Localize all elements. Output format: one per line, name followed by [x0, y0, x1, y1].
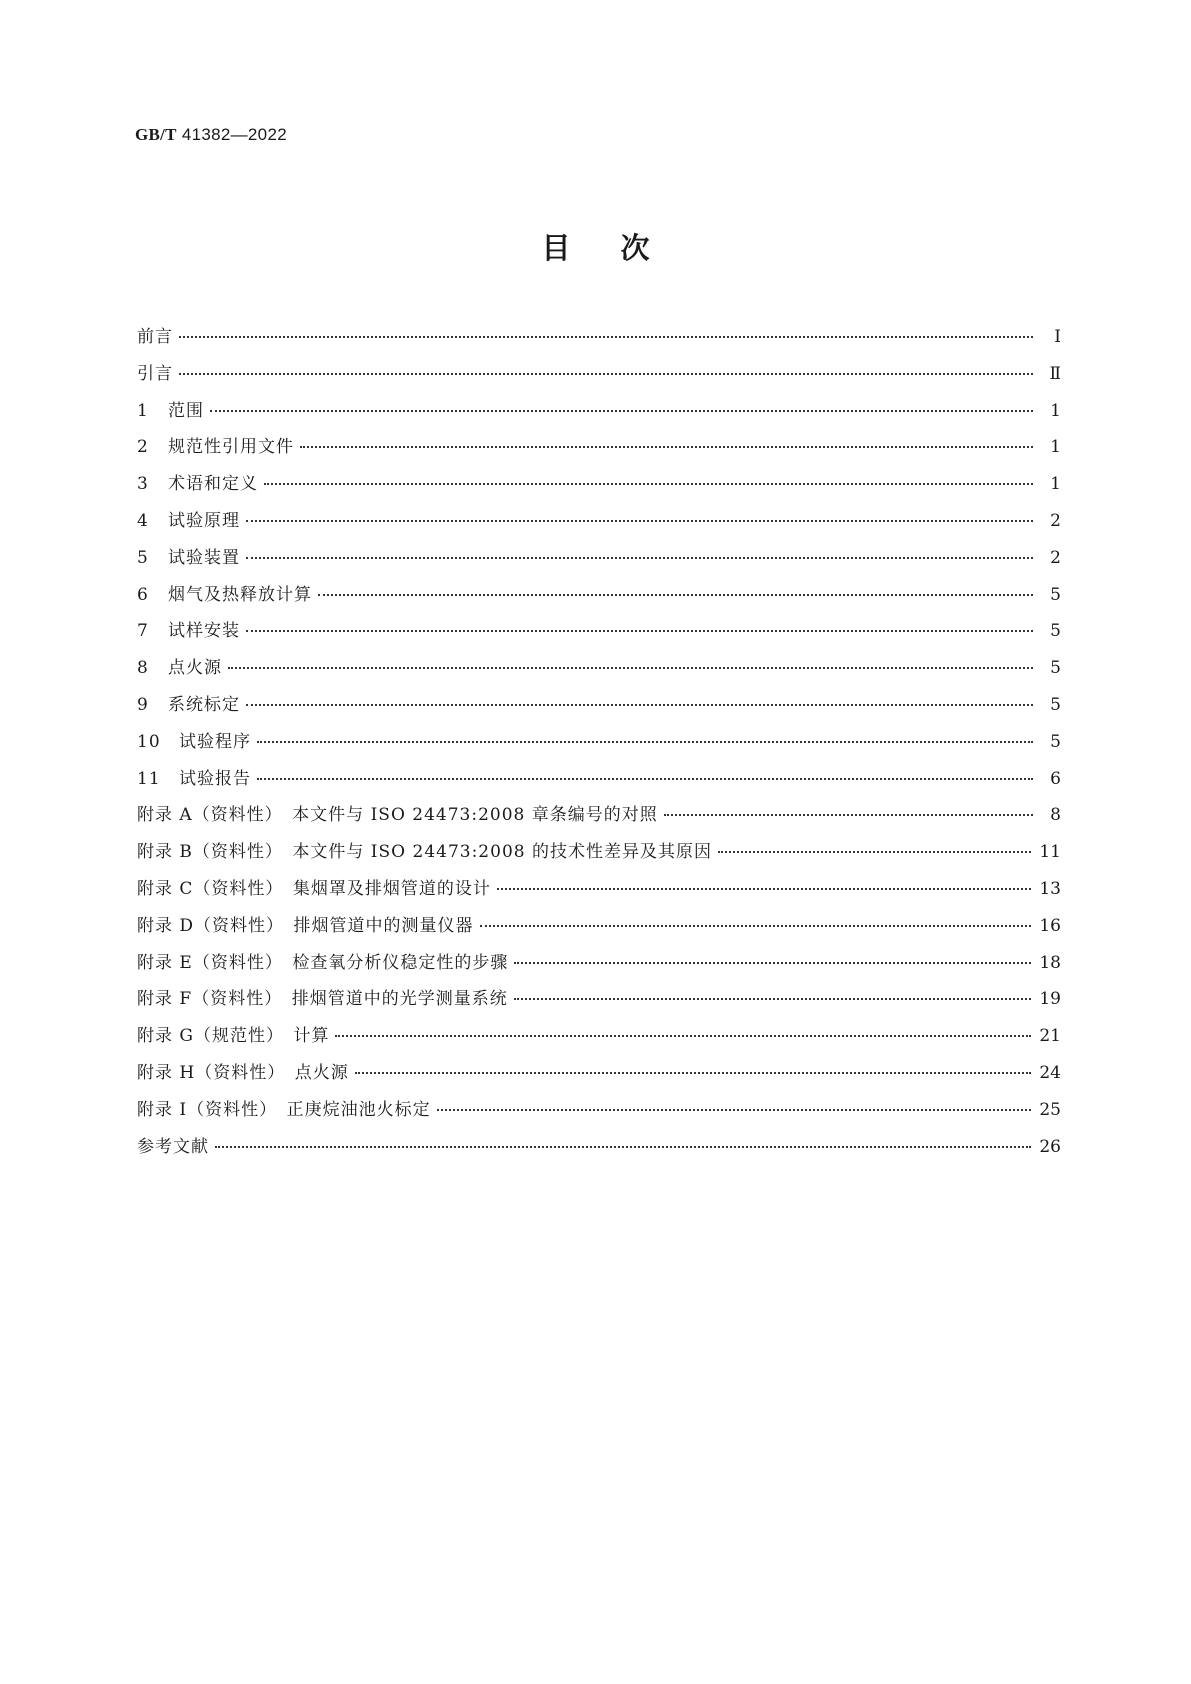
- toc-entry[interactable]: [137, 1021, 1061, 1058]
- toc-entry-title: 前言: [137, 327, 173, 347]
- toc-entry-label: [137, 469, 264, 494]
- toc-entry-label: [137, 322, 179, 347]
- toc-entry-title: 试验装置: [168, 547, 240, 568]
- toc-dot-leader: [228, 656, 1033, 673]
- toc-entry-number: 9: [137, 694, 149, 715]
- toc-entry-number: 4: [137, 510, 149, 531]
- toc-entry[interactable]: [137, 1058, 1061, 1095]
- toc-entry[interactable]: [137, 911, 1061, 948]
- document-code-prefix: GB/T: [135, 125, 177, 144]
- toc-entry-number: 1: [137, 400, 149, 421]
- toc-entry-number: 10: [137, 731, 161, 752]
- toc-entry-title: 范围: [168, 400, 204, 421]
- toc-entry-title: 附录 B（资料性） 本文件与 ISO 24473:2008 的技术性差异及其原因: [137, 842, 712, 863]
- toc-entry-label: [137, 432, 300, 457]
- toc-entry[interactable]: [137, 432, 1061, 469]
- toc-entry-label: [137, 948, 514, 973]
- toc-entry-page: 2: [1050, 510, 1061, 531]
- toc-entry-title: 附录 E（资料性） 检查氧分析仪稳定性的步骤: [137, 952, 509, 973]
- toc-dot-leader: [480, 914, 1032, 931]
- toc-entry[interactable]: [137, 984, 1061, 1021]
- toc-entry-label: [137, 727, 257, 752]
- toc-entry-page: 5: [1050, 731, 1061, 752]
- toc-entry-label: [137, 1095, 437, 1120]
- toc-dot-leader: [246, 546, 1033, 563]
- toc-dot-leader: [246, 509, 1033, 526]
- toc-entry-title: 术语和定义: [168, 474, 258, 495]
- toc-dot-leader: [318, 583, 1033, 600]
- toc-entry[interactable]: [137, 396, 1061, 433]
- toc-entry[interactable]: [137, 506, 1061, 543]
- toc-entry-number: 6: [137, 584, 149, 605]
- toc-entry-page: 26: [1039, 1136, 1061, 1157]
- toc-entry-title: 烟气及热释放计算: [168, 584, 312, 605]
- toc-entry-label: [137, 359, 179, 384]
- toc-entry[interactable]: [137, 1095, 1061, 1132]
- toc-dot-leader: [264, 472, 1033, 489]
- toc-entry[interactable]: [137, 727, 1061, 764]
- toc-dot-leader: [246, 693, 1033, 710]
- toc-entry-title: 系统标定: [168, 694, 240, 715]
- toc-entry-title: 试验报告: [179, 768, 251, 789]
- toc-entry[interactable]: [137, 764, 1061, 801]
- toc-entry[interactable]: [137, 469, 1061, 506]
- toc-entry-label: [137, 1058, 355, 1083]
- toc-entry-page: 16: [1039, 915, 1061, 936]
- toc-entry[interactable]: [137, 322, 1061, 359]
- toc-entry-label: [137, 690, 246, 715]
- toc-entry[interactable]: [137, 800, 1061, 837]
- document-code: [135, 125, 287, 145]
- toc-dot-leader: [179, 362, 1033, 379]
- toc-entry-title: 附录 C（资料性） 集烟罩及排烟管道的设计: [137, 878, 491, 899]
- toc-entry-page: 5: [1050, 621, 1061, 642]
- toc-entry-number: 7: [137, 621, 149, 642]
- toc-entry-title: 试验程序: [179, 731, 251, 752]
- toc-entry-number: 11: [137, 768, 161, 789]
- toc-entry-label: [137, 653, 228, 678]
- toc-entry-page: 1: [1050, 437, 1061, 458]
- document-code-number: 41382—2022: [181, 125, 287, 144]
- toc-entry-page: 13: [1039, 878, 1061, 899]
- toc-entry[interactable]: [137, 616, 1061, 653]
- toc-entry-page: 5: [1050, 694, 1061, 715]
- toc-entry-title: 点火源: [168, 658, 222, 679]
- toc-entry[interactable]: [137, 948, 1061, 985]
- toc-entry-page: 8: [1050, 805, 1061, 826]
- toc-entry[interactable]: [137, 837, 1061, 874]
- toc-entry-label: [137, 396, 210, 421]
- toc-entry-page: 19: [1039, 989, 1061, 1010]
- toc-entry-title: 试样安装: [168, 621, 240, 642]
- toc-dot-leader: [246, 619, 1033, 636]
- toc-entry-title: 引言: [137, 363, 173, 384]
- toc-entry-page: 24: [1039, 1062, 1061, 1083]
- toc-entry-title: 试验原理: [168, 510, 240, 531]
- toc-entry-page: 5: [1050, 658, 1061, 679]
- toc-entry-title: 附录 D（资料性） 排烟管道中的测量仪器: [137, 915, 474, 936]
- toc-entry-title: 附录 H（资料性） 点火源: [137, 1062, 349, 1083]
- toc-dot-leader: [179, 325, 1033, 342]
- toc-title: 目次: [541, 231, 700, 265]
- toc-dot-leader: [210, 399, 1033, 416]
- toc-entry-label: [137, 764, 257, 789]
- toc-dot-leader: [335, 1024, 1031, 1041]
- toc-entry-label: [137, 506, 246, 531]
- toc-entry[interactable]: [137, 543, 1061, 580]
- toc-dot-leader: [257, 730, 1033, 747]
- toc-entry-label: [137, 1132, 215, 1157]
- toc-entry-label: [137, 837, 718, 862]
- toc-entry-title: 规范性引用文件: [168, 437, 294, 458]
- toc-entry-page: 6: [1050, 768, 1061, 789]
- toc-entry-title: 附录 I（资料性） 正庚烷油池火标定: [137, 1099, 431, 1120]
- toc-dot-leader: [355, 1061, 1032, 1078]
- toc-entry-number: 8: [137, 658, 149, 679]
- toc-entry-page: 1: [1050, 400, 1061, 421]
- toc-entry-page: 5: [1050, 584, 1061, 605]
- toc-dot-leader: [514, 987, 1032, 1004]
- toc-entry-page: 2: [1050, 547, 1061, 568]
- toc-entry-page: 21: [1039, 1026, 1061, 1047]
- toc-dot-leader: [664, 803, 1033, 820]
- toc-dot-leader: [300, 435, 1033, 452]
- toc-dot-leader: [718, 840, 1031, 857]
- toc-entry-page: 11: [1039, 842, 1061, 863]
- toc-entry-label: [137, 984, 514, 1009]
- toc-entry-number: 5: [137, 547, 149, 568]
- toc-dot-leader: [215, 1135, 1031, 1152]
- toc-entry[interactable]: [137, 359, 1061, 396]
- toc-entry-label: [137, 616, 246, 641]
- toc-entry-title: 附录 F（资料性） 排烟管道中的光学测量系统: [137, 989, 508, 1010]
- table-of-contents: [137, 322, 1061, 1168]
- toc-dot-leader: [437, 1098, 1032, 1115]
- toc-entry[interactable]: [137, 653, 1061, 690]
- toc-entry[interactable]: [137, 874, 1061, 911]
- toc-entry-number: 2: [137, 437, 149, 458]
- toc-entry-label: [137, 911, 480, 936]
- toc-dot-leader: [514, 951, 1031, 968]
- toc-dot-leader: [497, 877, 1031, 894]
- toc-entry-title: 参考文献: [137, 1136, 209, 1157]
- toc-entry-page: 1: [1050, 474, 1061, 495]
- toc-entry[interactable]: [137, 1132, 1061, 1169]
- toc-entry-number: 3: [137, 474, 149, 495]
- toc-entry[interactable]: [137, 580, 1061, 617]
- toc-entry-label: [137, 543, 246, 568]
- toc-entry-page: Ⅰ: [1054, 327, 1061, 347]
- toc-entry-title: 附录 A（资料性） 本文件与 ISO 24473:2008 章条编号的对照: [137, 805, 658, 826]
- toc-dot-leader: [257, 767, 1033, 784]
- toc-entry[interactable]: [137, 690, 1061, 727]
- toc-entry-label: [137, 800, 664, 825]
- toc-entry-label: [137, 1021, 335, 1046]
- toc-entry-title: 附录 G（规范性） 计算: [137, 1026, 330, 1047]
- toc-entry-label: [137, 580, 318, 605]
- toc-entry-page: Ⅱ: [1049, 363, 1061, 384]
- toc-entry-page: 18: [1039, 952, 1061, 973]
- toc-entry-page: 25: [1039, 1099, 1061, 1120]
- toc-entry-label: [137, 874, 497, 899]
